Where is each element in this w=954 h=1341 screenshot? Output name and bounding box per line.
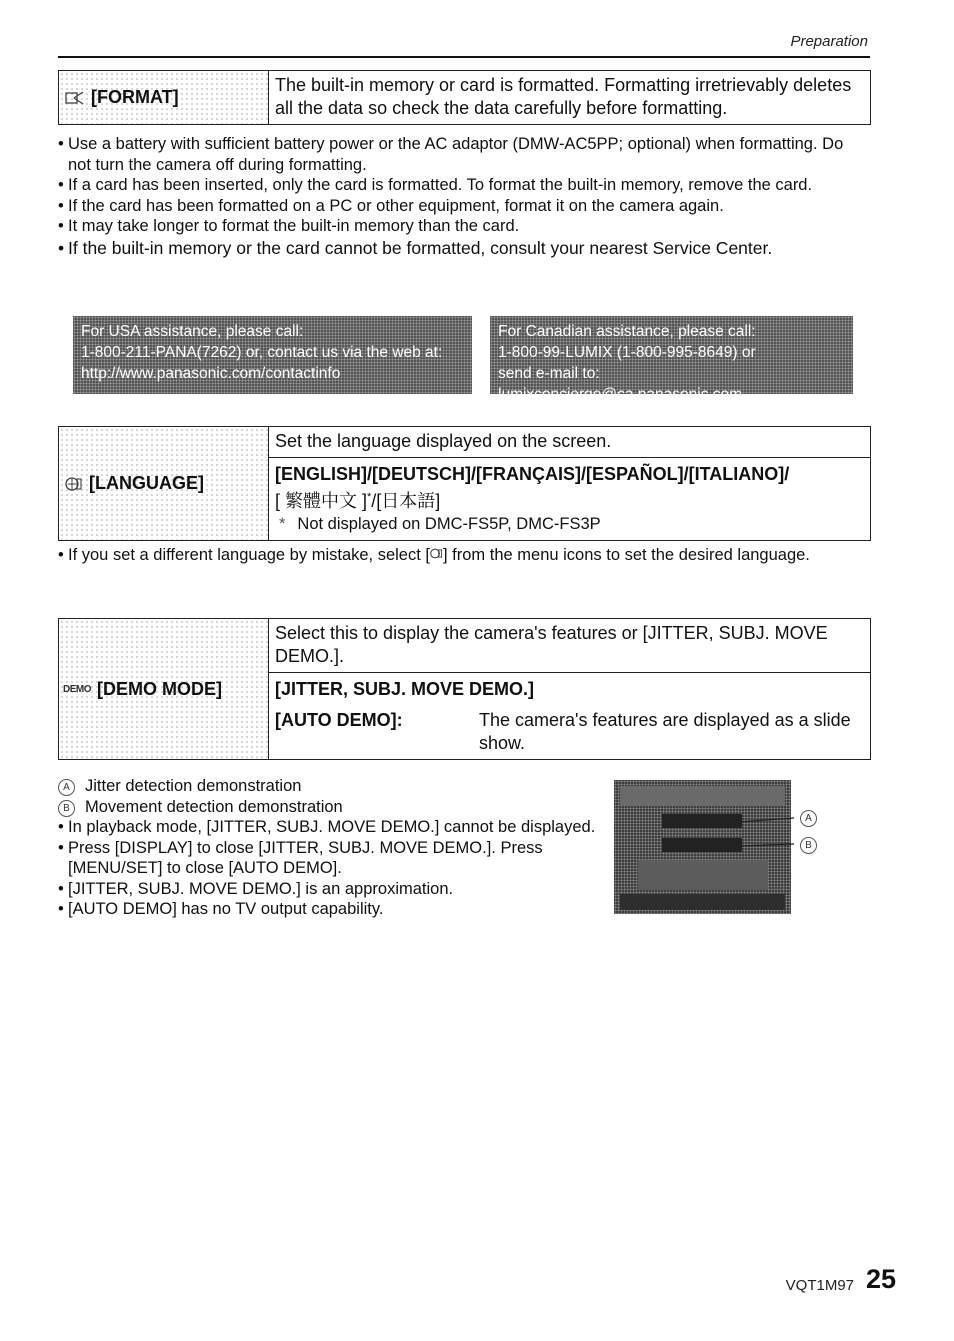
top-rule xyxy=(58,56,870,58)
language-menu-icon xyxy=(430,547,443,560)
section-title: Preparation xyxy=(790,33,868,50)
format-description-cell xyxy=(269,71,871,125)
demo-note: • Press [DISPLAY] to close [JITTER, SUBJ. MOVE DEMO.]. Press [MENU/SET] to close [AUTO DEMO]. xyxy=(58,838,598,879)
format-label: [FORMAT] xyxy=(91,87,179,107)
callout-a: A xyxy=(800,809,817,827)
language-key-cell xyxy=(59,427,269,541)
screen-bottom-bar xyxy=(620,894,785,910)
canada-contact-phone: 1-800-99-LUMIX (1-800-995-8649) or xyxy=(498,344,756,361)
language-table xyxy=(58,426,871,541)
language-footnote-ref: * xyxy=(367,491,372,503)
canada-contact-box xyxy=(490,316,853,403)
demo-mode-icon: DEMO xyxy=(63,683,91,695)
language-footnote: Not displayed on DMC-FS5P, DMC-FS3P xyxy=(297,515,601,533)
canada-contact-line: For Canadian assistance, please call: xyxy=(498,323,756,340)
legend-b-mark: B xyxy=(58,800,75,817)
language-footnote-mark: * xyxy=(279,515,286,533)
language-note: • If you set a different language by mistake, select [ ] from the menu icons to set the desired language. xyxy=(58,545,858,566)
language-option-japanese: /[日本語] xyxy=(371,491,441,511)
demo-options-cell xyxy=(269,673,871,760)
format-note: • If a card has been inserted, only the card is formatted. To format the built-in memory, remove the card. xyxy=(58,175,858,196)
demo-note: • [JITTER, SUBJ. MOVE DEMO.] is an approximation. xyxy=(58,879,598,900)
format-table xyxy=(58,70,871,125)
language-notes xyxy=(58,545,858,566)
demo-table xyxy=(58,618,871,760)
demo-notes xyxy=(58,776,598,920)
canada-contact-email-prefix: send e-mail to: xyxy=(498,365,600,382)
demo-label: [DEMO MODE] xyxy=(97,678,222,699)
language-description: Set the language displayed on the screen. xyxy=(275,431,612,451)
format-key-cell xyxy=(59,71,269,125)
format-note: • It may take longer to format the built-in memory than the card. xyxy=(58,216,858,237)
usa-contact-phone: 1-800-211-PANA(7262) or, contact us via the web at: xyxy=(81,344,443,361)
format-note: • If the card has been formatted on a PC or other equipment, format it on the camera again. xyxy=(58,196,858,217)
demo-key-cell xyxy=(59,619,269,760)
usa-contact-box xyxy=(73,316,472,394)
legend-a: A Jitter detection demonstration xyxy=(58,776,598,797)
format-note: • If the built-in memory or the card cannot be formatted, consult your nearest Service Center. xyxy=(58,237,858,259)
format-description: The built-in memory or card is formatted. Formatting irretrievably deletes all the data so check the data carefully before formatting. xyxy=(275,75,852,118)
callout-lines xyxy=(738,806,798,856)
canada-contact-email[interactable]: lumixconcierge@ca.panasonic.com xyxy=(498,386,743,403)
legend-a-mark: A xyxy=(58,779,75,796)
screen-title-bar xyxy=(620,786,785,806)
demo-description-cell xyxy=(269,619,871,673)
demo-option-jitter: [JITTER, SUBJ. MOVE DEMO.] xyxy=(275,679,535,699)
demo-note: • In playback mode, [JITTER, SUBJ. MOVE DEMO.] cannot be displayed. xyxy=(58,817,598,838)
language-option-chinese: [ 繁體中文 ] xyxy=(275,491,368,511)
page-number: 25 xyxy=(865,1264,896,1294)
language-options: [ENGLISH]/[DEUTSCH]/[FRANÇAIS]/[ESPAÑOL]/[ITALIANO]/ xyxy=(275,464,790,484)
format-note: • Use a battery with sufficient battery power or the AC adaptor (DMW-AC5PP; optional) when formatting. Do not turn the camera off during formatting. xyxy=(58,134,858,175)
usa-contact-url[interactable]: http://www.panasonic.com/contactinfo xyxy=(81,365,341,382)
demo-description: Select this to display the camera's features or [JITTER, SUBJ. MOVE DEMO.]. xyxy=(275,623,828,666)
model-code: VQT1M97 xyxy=(785,1277,854,1294)
screen-row-a xyxy=(662,814,742,828)
format-notes xyxy=(58,134,858,259)
demo-option-auto: [AUTO DEMO]: xyxy=(275,710,403,730)
canada-contact-email-line xyxy=(498,363,845,405)
demo-note: • [AUTO DEMO] has no TV output capability. xyxy=(58,899,598,920)
demo-option-auto-description: The camera's features are displayed as a slide show. xyxy=(479,710,851,753)
screen-info-box xyxy=(638,860,768,890)
legend-b: B Movement detection demonstration xyxy=(58,797,598,818)
screen-row-b xyxy=(662,838,742,852)
format-icon xyxy=(65,90,85,106)
usa-contact-line: For USA assistance, please call: xyxy=(81,323,304,340)
language-description-cell xyxy=(269,427,871,458)
callout-b: B xyxy=(800,836,817,854)
language-label: [LANGUAGE] xyxy=(89,473,204,493)
language-options-cell xyxy=(269,458,871,541)
language-icon xyxy=(65,475,83,493)
